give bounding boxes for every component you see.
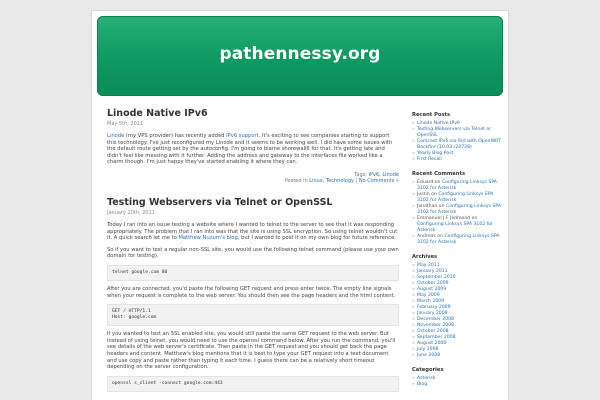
comment-post-link[interactable]: Configuring Linksys SPA 3102 for Asterisk	[417, 192, 494, 203]
recent-comments-heading: Recent Comments	[412, 171, 466, 177]
comment-post-link[interactable]: Configuring Linksys SPA 3102 for Asterisk	[417, 234, 500, 245]
paragraph-text: . It's exciting to see companies starting to support this technology. I've just reconfigured my Linode and it seems to be working well. I did have some issues with the default route getting set by the autoconfig. I'm going to blame shorewall6 for that. It's getting late and didn't feel like messing with it further. Adding the address and gateway to the interfaces file worked like a charm though. I'm just happy they've started enabling it where they can.	[107, 133, 393, 166]
archive-link[interactable]: August 2008	[417, 341, 447, 346]
post-meta	[107, 172, 399, 185]
code-block: GET / HTTP/1.1 Host: google.com	[107, 304, 399, 326]
category-link[interactable]: Blog	[417, 382, 428, 387]
post-title[interactable]: Linode Native IPv6	[107, 108, 208, 119]
archive-link[interactable]: November 2008	[417, 323, 455, 328]
archive-link[interactable]: May 2011	[417, 263, 440, 268]
comment-post-link[interactable]: Configuring Linksys SPA 3102 for Asterisk	[417, 222, 493, 233]
post-body	[107, 133, 399, 166]
page-container	[91, 10, 509, 400]
comment-author: Jonathan	[417, 204, 438, 209]
comment-author: Andreas	[417, 234, 436, 239]
post-tags: Tags: IPv6, Linode	[354, 171, 399, 178]
recent-comment-item: » Emmanuel J F Jedmond on Configuring Linksys SPA 3102 for Asterisk	[412, 216, 502, 234]
post-paragraph: So if you want to test a regular non-SSL site, you would use the following telnet command (please use your own domain for testing).	[107, 246, 399, 260]
recent-comments-list	[412, 180, 502, 246]
category-link[interactable]: Asterisk	[417, 376, 436, 381]
linode-link[interactable]: Linode	[107, 133, 125, 139]
comment-author: Emmanuel J F Jedmond	[417, 216, 471, 221]
recent-posts-heading: Recent Posts	[412, 112, 451, 118]
tag-link-linode[interactable]: Linode	[382, 171, 399, 178]
category-link-linux[interactable]: Linux	[309, 178, 323, 185]
post-body	[107, 222, 399, 392]
recent-post-link[interactable]: Comcast IPv6 via 6rd with OpenWRT Backfire (10.03 r20728)	[417, 139, 501, 150]
comment-post-link[interactable]: Configuring Linksys SPA 3102 for Asterisk	[417, 204, 502, 215]
recent-post-link[interactable]: Linode Native IPv6	[417, 121, 460, 126]
sidebar	[412, 112, 502, 388]
archive-link[interactable]: June 2008	[417, 353, 441, 358]
recent-comment-item: » Eduard on Configuring Linksys SPA 3102 for Asterisk	[412, 180, 502, 192]
comment-post-link[interactable]: Configuring Linksys SPA 3102 for Asterisk	[417, 180, 497, 191]
archives-heading: Archives	[412, 254, 438, 260]
post-paragraph: If you wanted to test an SSL enabled site, you would still paste the same GET request to the web server. But instead of using telnet, you would need to use the openssl command below. After you run the command, you'll see details of the web server's certificate. Then paste in the GET request and you should get back the page headers and content. Matthew's blog mentions that it is best to type your GET request into a text document and use copy and paste rather than typing it each time. I guess there can be a relatively short timeout depending on the server configuration.	[107, 331, 396, 371]
post-title[interactable]: Testing Webservers via Telnet or OpenSSL	[107, 196, 333, 208]
recent-comment-item: » Andreas on Configuring Linksys SPA 3102 for Asterisk	[412, 234, 502, 246]
post-date: May 5th, 2011	[107, 121, 144, 127]
recent-post-item	[412, 157, 502, 163]
post-linode-ipv6	[107, 108, 399, 185]
archive-link[interactable]: January 2009	[417, 311, 448, 316]
archive-item	[412, 353, 502, 359]
site-header	[97, 16, 503, 96]
archive-link[interactable]: October 2009	[417, 281, 449, 286]
archive-link[interactable]: September 2010	[417, 275, 456, 280]
archive-link[interactable]: October 2008	[417, 329, 449, 334]
matthew-nuzum-blog-link[interactable]: Matthew Nuzum's blog	[178, 235, 238, 242]
archive-link[interactable]: December 2008	[417, 317, 454, 322]
archive-link[interactable]: January 2011	[417, 269, 448, 274]
post-paragraph: After you are connected, you'd paste the following GET request and press enter twice. The empty line signals when your request is complete to the web server. You should then see the page headers and the html content.	[107, 285, 396, 299]
archives-list	[412, 263, 502, 359]
recent-post-item	[412, 139, 502, 151]
category-item	[412, 382, 502, 388]
comment-author: Justin	[417, 192, 430, 197]
tag-link-ipv6[interactable]: IPv6	[368, 171, 380, 178]
archive-link[interactable]: August 2009	[417, 287, 447, 292]
comment-author: Eduard	[417, 180, 434, 185]
site-title-link[interactable]: pathennessy.org	[219, 44, 381, 64]
recent-post-link[interactable]: Testing Webservers via Telnet or OpenSSL	[417, 127, 492, 138]
post-paragraph: Today I ran into an issue testing a website where I wanted to telnet to the server to see that it was responding appropriately. The problem that I ran into was that the site is using SSL encryption. So using telnet wouldn't cut it. A quick search let me to Matthew Nuzum's blog, but I wanted to post it on my own blog for future reference.	[107, 221, 398, 242]
ipv6-support-link[interactable]: IPv6 support	[226, 133, 259, 139]
paragraph-text: (my VPS provider) has recently added	[124, 133, 227, 139]
archive-link[interactable]: July 2008	[417, 347, 439, 352]
recent-comment-item: » Jonathan on Configuring Linksys SPA 3102 for Asterisk	[412, 204, 502, 216]
post-categories: Posted in Linux, Technology | No Comments »	[284, 178, 399, 185]
recent-post-item	[412, 127, 502, 139]
post-date: January 20th, 2011	[107, 209, 155, 216]
comments-link[interactable]: No Comments »	[358, 178, 399, 185]
archive-link[interactable]: February 2009	[417, 305, 451, 310]
archive-link[interactable]: September 2008	[417, 335, 456, 340]
recent-post-link[interactable]: First Recall	[417, 157, 442, 162]
post-paragraph	[107, 133, 399, 166]
archive-link[interactable]: May 2009	[417, 293, 440, 298]
recent-posts-list	[412, 121, 502, 163]
categories-heading: Categories	[412, 367, 444, 373]
post-divider	[107, 185, 399, 197]
code-block: openssl s_client -connect google.com:443	[107, 376, 399, 392]
code-block: telnet google.com 80	[107, 265, 399, 281]
post-telnet-openssl	[107, 197, 399, 392]
recent-comment-item: » Justin on Configuring Linksys SPA 3102 for Asterisk	[412, 192, 502, 204]
category-link-technology[interactable]: Technology	[325, 178, 354, 185]
main-content	[107, 108, 399, 392]
recent-post-link[interactable]: Yearly Blog Post	[417, 151, 454, 156]
categories-list	[412, 376, 502, 388]
archive-link[interactable]: March 2009	[417, 299, 445, 304]
